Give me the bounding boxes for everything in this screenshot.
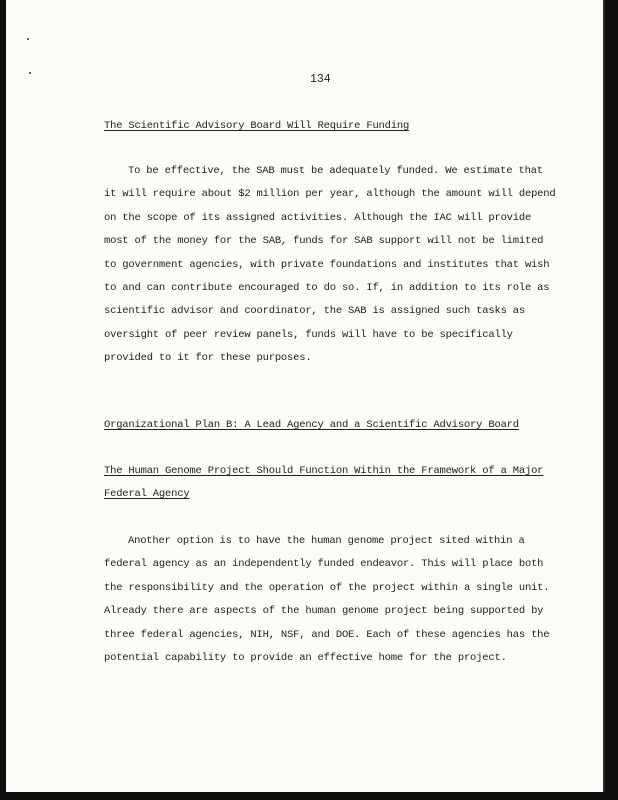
document-page: [6, 0, 605, 792]
paragraph-line: provided to it for these purposes.: [104, 352, 312, 365]
paragraph-line: it will require about $2 million per year, although the amount will depend: [104, 188, 556, 201]
scan-speck: [27, 38, 29, 40]
section-heading-genome-project-line1: The Human Genome Project Should Function Within the Framework of a Major: [104, 465, 544, 477]
scan-speck: [29, 72, 31, 74]
paragraph-line: To be effective, the SAB must be adequately funded. We estimate that: [128, 165, 543, 177]
paragraph-genome-project: [104, 530, 550, 670]
paragraph-line: Another option is to have the human genome project sited within a: [128, 535, 525, 547]
paragraph-line: most of the money for the SAB, funds for SAB support will not be limited: [104, 235, 544, 248]
paragraph-line: three federal agencies, NIH, NSF, and DOE. Each of these agencies has the: [104, 628, 550, 641]
paragraph-line: oversight of peer review panels, funds will have to be specifically: [104, 328, 513, 341]
paragraph-line: Already there are aspects of the human genome project being supported by: [104, 605, 544, 618]
page-number: 134: [310, 73, 331, 86]
paragraph-line: federal agency as an independently funded endeavor. This will place both: [104, 558, 544, 571]
paragraph-line: the responsibility and the operation of the project within a single unit.: [104, 581, 550, 594]
paragraph-line: to and can contribute encouraged to do so. If, in addition to its role as: [104, 281, 550, 294]
paragraph-line: to government agencies, with private foundations and institutes that wish: [104, 258, 550, 271]
paragraph-line: on the scope of its assigned activities. Although the IAC will provide: [104, 211, 532, 224]
paragraph-sab-funding: [104, 160, 556, 371]
section-heading-sab-funding: The Scientific Advisory Board Will Require Funding: [104, 120, 410, 132]
paragraph-line: scientific advisor and coordinator, the SAB is assigned such tasks as: [104, 305, 525, 318]
paragraph-line: potential capability to provide an effective home for the project.: [104, 651, 507, 664]
section-heading-plan-b: Organizational Plan B: A Lead Agency and a Scientific Advisory Board: [104, 419, 519, 431]
section-heading-genome-project-line2: Federal Agency: [104, 488, 190, 500]
